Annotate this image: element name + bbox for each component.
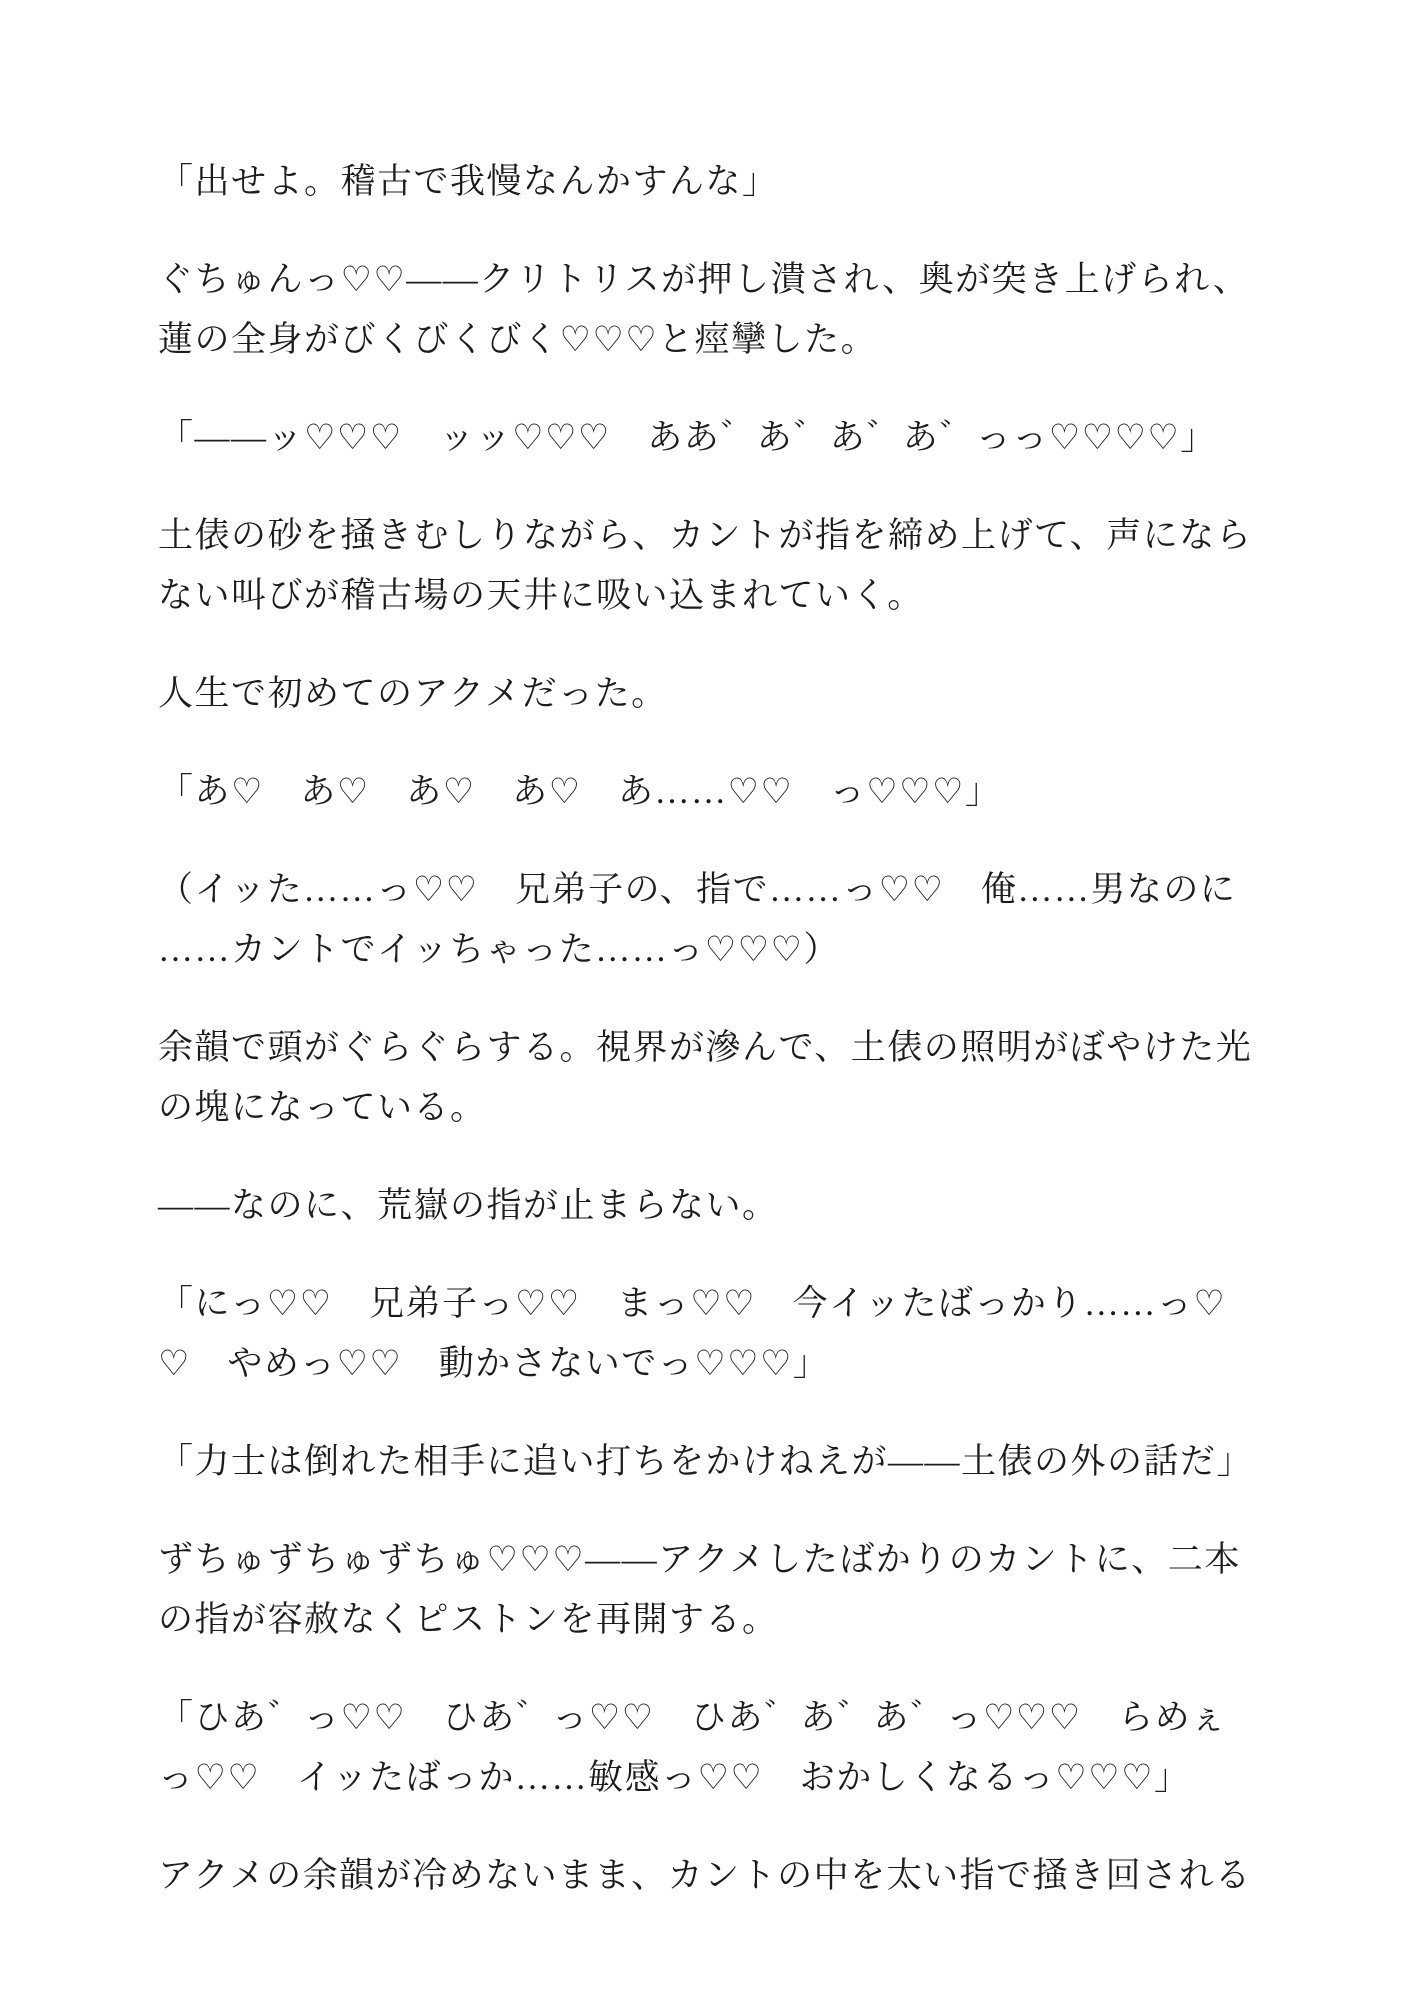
paragraph <box>158 664 1259 724</box>
text-line: の指が容赦なくピストンを再開する。 <box>158 1600 779 1639</box>
text-line: 「あ♡ あ♡ あ♡ あ♡ あ……♡♡ っ♡♡♡」 <box>158 772 1002 811</box>
text-line: ♡ やめっ♡♡ 動かさないでっ♡♡♡」 <box>158 1344 830 1383</box>
text-line: ない叫びが稽古場の天井に吸い込まれていく。 <box>158 576 924 615</box>
text-line: 「出せよ。稽古で我慢なんかすんな」 <box>158 162 779 201</box>
text-line: 「力士は倒れた相手に追い打ちをかけねえが――土俵の外の話だ」 <box>158 1442 1254 1481</box>
text-line: ……カントでイッちゃった……っ♡♡♡） <box>158 930 840 969</box>
paragraph <box>158 860 1259 980</box>
text-line: ずちゅずちゅずちゅ♡♡♡――アクメしたばかりのカントに、二本 <box>158 1540 1241 1579</box>
paragraph <box>158 152 1259 212</box>
paragraph <box>158 762 1259 822</box>
text-line: アクメの余韻が冷めないまま、カントの中を太い指で掻き回される <box>158 1856 1252 1895</box>
paragraph <box>158 1274 1259 1394</box>
paragraph <box>158 1432 1259 1492</box>
paragraph <box>158 506 1259 626</box>
text-line: 「――ッ♡♡♡ ッッ♡♡♡ ああ゛あ゛あ゛あ゛っっ♡♡♡♡」 <box>158 418 1217 457</box>
paragraph <box>158 1846 1259 1906</box>
paragraph <box>158 1018 1259 1138</box>
text-line: の塊になっている。 <box>158 1088 487 1127</box>
paragraph <box>158 1688 1259 1808</box>
text-line: ――なのに、荒嶽の指が止まらない。 <box>158 1186 779 1225</box>
paragraph <box>158 250 1259 370</box>
paragraph <box>158 1176 1259 1236</box>
text-line: っ♡♡ イッたばっか……敏感っ♡♡ おかしくなるっ♡♡♡」 <box>158 1758 1191 1797</box>
text-line: 人生で初めてのアクメだった。 <box>158 674 668 713</box>
paragraph <box>158 1530 1259 1650</box>
text-line: 余韻で頭がぐらぐらする。視界が滲んで、土俵の照明がぼやけた光 <box>158 1028 1253 1067</box>
text-line: （イッた……っ♡♡ 兄弟子の、指で……っ♡♡ 俺……男なのに <box>158 870 1237 909</box>
text-line: 「にっ♡♡ 兄弟子っ♡♡ まっ♡♡ 今イッたばっかり……っ♡ <box>158 1284 1227 1323</box>
text-line: 土俵の砂を掻きむしりながら、カントが指を締め上げて、声になら <box>158 516 1253 555</box>
text-line: 「ひあ゛っ♡♡ ひあ゛っ♡♡ ひあ゛あ゛あ゛っ♡♡♡ らめぇ <box>158 1698 1228 1737</box>
text-line: 蓮の全身がびくびくびく♡♡♡と痙攣した。 <box>158 320 878 359</box>
paragraph <box>158 408 1259 468</box>
text-line: ぐちゅんっ♡♡――クリトリスが押し潰され、奥が突き上げられ、 <box>158 260 1250 299</box>
